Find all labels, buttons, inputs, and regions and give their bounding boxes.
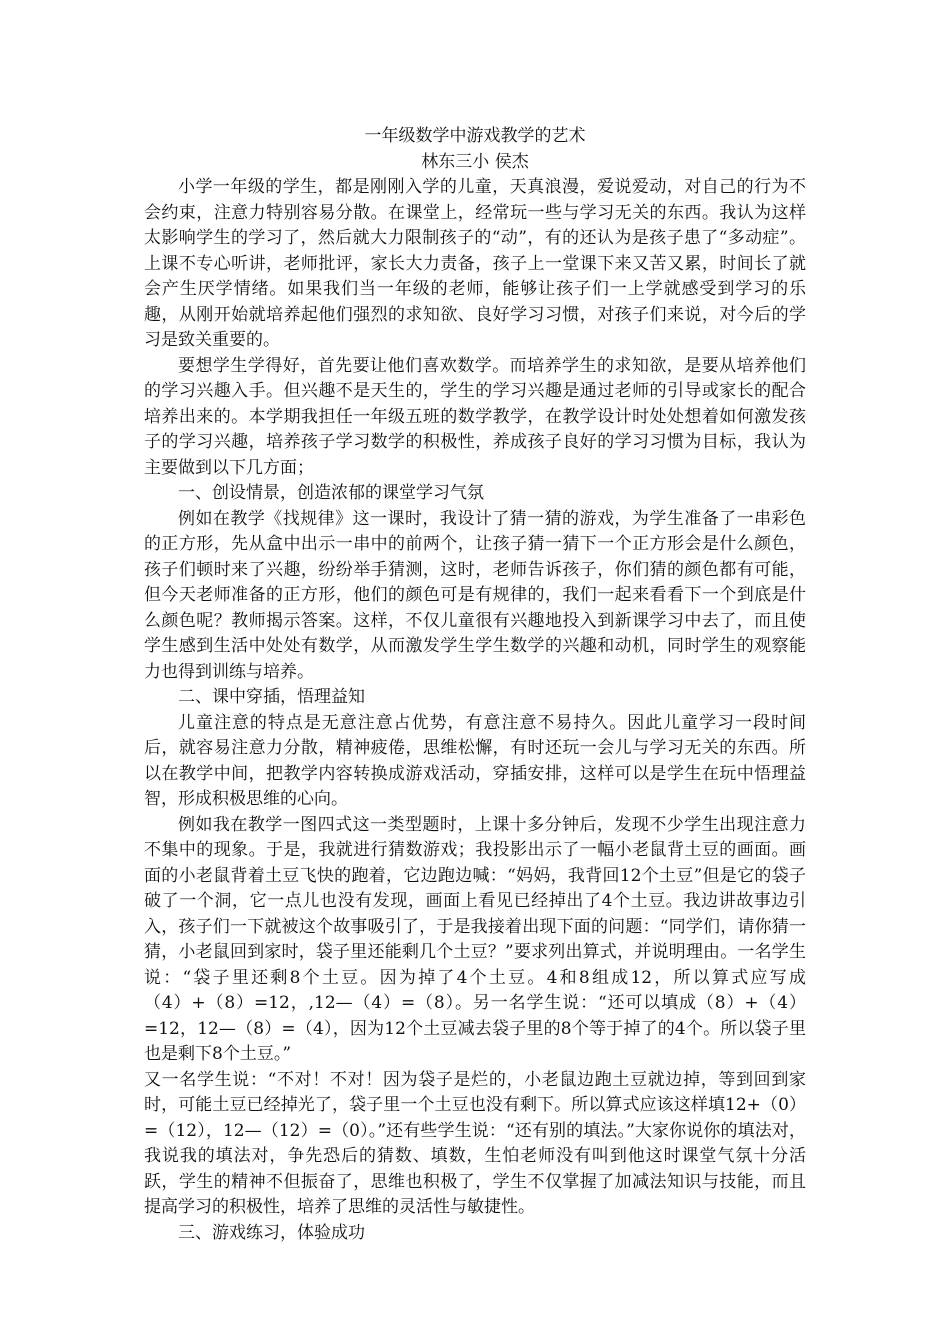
paragraph-interest: 要想学生学得好，首先要让他们喜欢数学。而培养学生的求知欲，是要从培养他们的学习兴趣入手。但兴趣不是天生的，学生的学习兴趣是通过老师的引导或家长的配合培养出来的。本学期我担任一年级五班的数学教学，在教学设计时处处想着如何激发孩子的学习兴趣，培养孩子学习数学的积极性，养成孩子良好的学习习惯为目标，我认为主要做到以下几方面；: [144, 355, 806, 478]
paragraph-example-pattern: 例如在教学《找规律》这一课时，我设计了猜一猜的游戏，为学生准备了一串彩色的正方形，先从盒中出示一串中的前两个，让孩子猜一猜下一个正方形会是什么颜色，孩子们顿时来了兴趣，纷纷举手猜测，这时，老师告诉孩子，你们猜的颜色都有可能，但今天老师准备的正方形，他们的颜色可是有规律的，我们一起来看看下一个到底是什么颜色呢？教师揭示答案。这样，不仅儿童很有兴趣地投入到新课学习中去了，而且使学生感到生活中处处有数学，从而激发学生学生数学的兴趣和动机，同时学生的观察能力也得到训练与培养。: [144, 508, 806, 682]
paragraph-another-student: 又一名学生说：“不对！不对！因为袋子是烂的，小老鼠边跑土豆就边掉，等到回到家时，可能土豆已经掉光了，袋子里一个土豆也没有剩下。所以算式应该这样填12+（0）=（12），12—（12）=（0）。”还有些学生说：“还有别的填法。”大家你说你的填法对，我说我的填法对，争先恐后的猜数、填数，生怕老师没有叫到他这时课堂气氛十分活跃，学生的精神不但振奋了，思维也积极了，学生不仅掌握了加减法知识与技能，而且提高学习的积极性，培养了思维的灵活性与敏捷性。: [144, 1069, 806, 1217]
paragraph-intro: 小学一年级的学生，都是刚刚入学的儿童，天真浪漫，爱说爱动，对自己的行为不会约束，注意力特别容易分散。在课堂上，经常玩一些与学习无关的东西。我认为这样太影响学生的学习了，然后就大力限制孩子的“动”，有的还认为是孩子患了“多动症”。上课不专心听讲，老师批评，家长大力责备，孩子上一堂课下来又苦又累，时间长了就会产生厌学情绪。如果我们当一年级的老师，能够让孩子们一上学就感受到学习的乐趣，从刚开始就培养起他们强烈的求知欲、良好学习习惯，对孩子们来说，对今后的学习是致关重要的。: [144, 177, 806, 350]
paragraph-example-potato: 例如我在教学一图四式这一类型题时，上课十多分钟后，发现不少学生出现注意力不集中的现象。于是，我就进行猜数游戏；我投影出示了一幅小老鼠背土豆的画面。画面的小老鼠背着土豆飞快的跑着，它边跑边喊：“妈妈，我背回12个土豆”但是它的袋子破了一个洞，它一点儿也没有发现，画面上看见已经掉出了4个土豆。我边讲故事边引入，孩子们一下就被这个故事吸引了，于是我接着出现下面的问题：“同学们，请你猜一猜，小老鼠回到家时，袋子里还能剩几个土豆？”要求列出算式，并说明理由。一名学生说：“袋子里还剩8个土豆。因为掉了4个土豆。4和8组成12，所以算式应写成（4）+（8）=12，,12—（4）=（8）。另一名学生说：“还可以填成（8）+（4）=12，12—（8）=（4），因为12个土豆减去袋子里的8个等于掉了的4个。所以袋子里也是剩下8个土豆。”: [144, 814, 806, 1064]
document-page: [144, 124, 806, 1246]
paragraph-attention: 儿童注意的特点是无意注意占优势，有意注意不易持久。因此儿童学习一段时间后，就容易注意力分散，精神疲倦，思维松懈，有时还玩一会儿与学习无关的东西。所以在教学中间，把教学内容转换成游戏活动，穿插安排，这样可以是学生在玩中悟理益智，形成积极思维的心向。: [144, 712, 806, 809]
section-heading-2: 二、课中穿插，悟理益知: [178, 687, 365, 707]
section-heading-1: 一、创设情景，创造浓郁的课堂学习气氛: [178, 483, 484, 503]
document-author: 林东三小 侯杰: [421, 151, 529, 172]
document-title: 一年级数学中游戏教学的艺术: [364, 126, 586, 146]
section-heading-3: 三、游戏练习，体验成功: [178, 1222, 365, 1243]
